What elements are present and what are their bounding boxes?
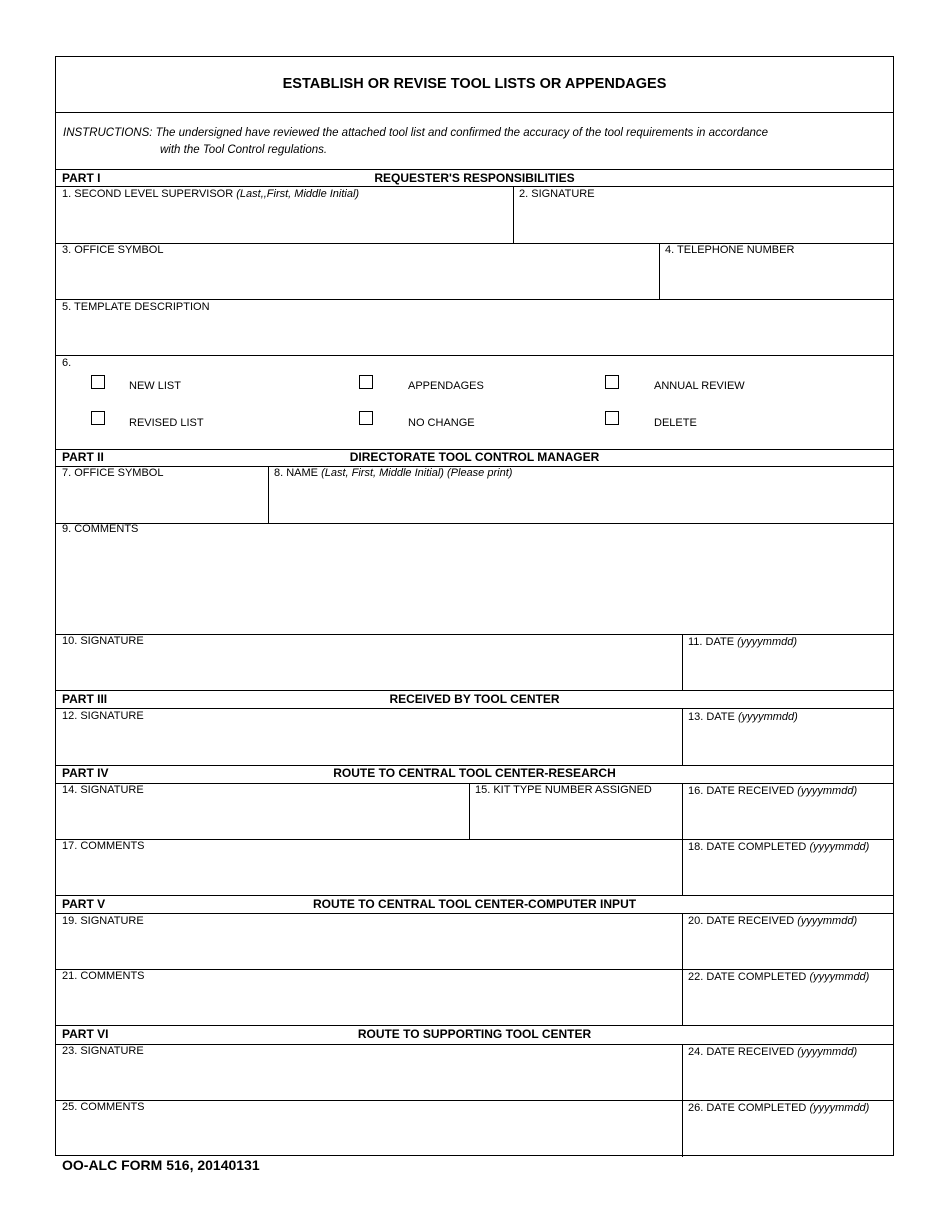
field-2-label: 2. SIGNATURE [519,188,595,200]
signature-input-2[interactable] [519,207,885,237]
date-completed-input-22[interactable] [688,989,886,1019]
divider [56,112,893,113]
date-completed-input-26[interactable] [688,1119,886,1149]
field-6-label: 6. [62,357,72,369]
field-25-label: 25. COMMENTS [62,1101,145,1113]
form-footer: OO-ALC FORM 516, 20140131 [62,1157,260,1173]
field-26-label: 26. DATE COMPLETED (yyyymmdd) [688,1102,870,1114]
field-9-label: 9. COMMENTS [62,523,139,535]
field-22-label: 22. DATE COMPLETED (yyyymmdd) [688,971,870,983]
divider [56,1044,893,1045]
part2-title: DIRECTORATE TOOL CONTROL MANAGER [349,450,600,464]
divider [56,169,893,170]
office-symbol-input-3[interactable] [62,263,652,293]
divider [56,913,893,914]
comments-input-9[interactable] [62,541,887,629]
field-17-label: 17. COMMENTS [62,840,145,852]
comments-input-17[interactable] [62,859,672,889]
divider [513,186,514,243]
instructions-line-2: with the Tool Control regulations. [160,144,328,156]
divider [56,839,893,840]
field-4-label: 4. TELEPHONE NUMBER [665,244,795,256]
field-8-label: 8. NAME (Last, First, Middle Initial) (Please print) [274,467,513,479]
divider [682,634,683,690]
field-23-label: 23. SIGNATURE [62,1045,144,1057]
template-description-input[interactable] [62,320,887,350]
divider [682,708,683,765]
field-1-label: 1. SECOND LEVEL SUPERVISOR (Last,,First, Middle Initial) [62,188,360,200]
kit-type-number-input[interactable] [475,803,675,833]
field-24-label: 24. DATE RECEIVED (yyyymmdd) [688,1046,858,1058]
second-level-supervisor-input[interactable] [62,207,502,237]
delete-checkbox[interactable] [605,411,619,425]
annual-review-label: ANNUAL REVIEW [654,380,745,392]
part6-label: PART VI [62,1027,109,1041]
field-18-label: 18. DATE COMPLETED (yyyymmdd) [688,841,870,853]
manager-name-input[interactable] [274,486,884,516]
part4-title: ROUTE TO CENTRAL TOOL CENTER-RESEARCH [333,766,616,780]
divider [469,783,470,839]
no-change-checkbox[interactable] [359,411,373,425]
field-12-label: 12. SIGNATURE [62,710,144,722]
part1-title: REQUESTER'S RESPONSIBILITIES [374,171,575,185]
field-10-label: 10. SIGNATURE [62,635,144,647]
appendages-label: APPENDAGES [408,380,484,392]
instructions-line-1: INSTRUCTIONS: The undersigned have reviewed the attached tool list and confirmed the accuracy of the tool requirements in accordance [63,127,769,139]
field-7-label: 7. OFFICE SYMBOL [62,467,164,479]
form-container [55,56,894,1156]
divider [56,1025,893,1026]
field-13-label: 13. DATE (yyyymmdd) [688,711,798,723]
part6-title: ROUTE TO SUPPORTING TOOL CENTER [357,1027,592,1041]
field-5-label: 5. TEMPLATE DESCRIPTION [62,301,210,313]
field-20-label: 20. DATE RECEIVED (yyyymmdd) [688,915,858,927]
signature-input-10[interactable] [62,654,672,684]
field-14-label: 14. SIGNATURE [62,784,144,796]
new-list-checkbox[interactable] [91,375,105,389]
field-15-label: 15. KIT TYPE NUMBER ASSIGNED [475,784,652,796]
date-received-input-24[interactable] [688,1063,886,1093]
divider [56,690,893,691]
divider [56,299,893,300]
no-change-label: NO CHANGE [408,417,475,429]
revised-list-checkbox[interactable] [91,411,105,425]
date-received-input-16[interactable] [688,803,886,833]
part5-title: ROUTE TO CENTRAL TOOL CENTER-COMPUTER INPUT [312,897,637,911]
field-21-label: 21. COMMENTS [62,970,145,982]
part3-title: RECEIVED BY TOOL CENTER [389,692,560,706]
field-19-label: 19. SIGNATURE [62,915,144,927]
office-symbol-input-7[interactable] [62,486,262,516]
divider [56,895,893,896]
appendages-checkbox[interactable] [359,375,373,389]
divider [56,186,893,187]
new-list-label: NEW LIST [129,380,181,392]
comments-input-21[interactable] [62,989,672,1019]
part1-label: PART I [62,171,101,185]
divider [56,708,893,709]
revised-list-label: REVISED LIST [129,417,204,429]
telephone-number-input[interactable] [665,263,885,293]
delete-label: DELETE [654,417,697,429]
date-received-input-20[interactable] [688,933,886,963]
divider [56,523,893,524]
date-completed-input-18[interactable] [688,859,886,889]
part2-label: PART II [62,450,104,464]
signature-input-19[interactable] [62,933,672,963]
date-input-13[interactable] [688,728,886,758]
comments-input-25[interactable] [62,1119,672,1149]
field-16-label: 16. DATE RECEIVED (yyyymmdd) [688,785,858,797]
annual-review-checkbox[interactable] [605,375,619,389]
divider [659,243,660,299]
part5-label: PART V [62,897,106,911]
date-input-11[interactable] [688,654,886,684]
signature-input-14[interactable] [62,803,462,833]
signature-input-12[interactable] [62,728,672,758]
form-title: ESTABLISH OR REVISE TOOL LISTS OR APPENDAGES [282,76,667,92]
divider [56,634,893,635]
field-3-label: 3. OFFICE SYMBOL [62,244,164,256]
field-11-label: 11. DATE (yyyymmdd) [688,636,798,648]
divider [56,969,893,970]
signature-input-23[interactable] [62,1063,672,1093]
divider [56,355,893,356]
part4-label: PART IV [62,766,109,780]
divider [56,1100,893,1101]
part3-label: PART III [62,692,108,706]
divider [268,466,269,523]
instructions [63,125,768,159]
